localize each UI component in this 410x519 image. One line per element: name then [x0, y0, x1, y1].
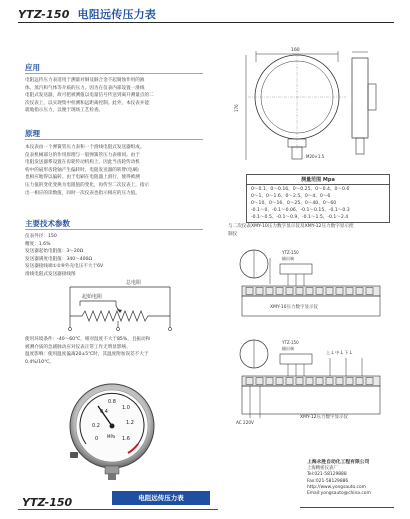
application-text: 电阻远传压力表适用于测量对铜及铜合金不起腐蚀作用的液 体、蒸汽和气体等介质的压力。因为在仪表内部设置一滑线 电阻式发送器，故可把被测值以电量信号传送到离开测量点的二 次仪表上，以实现集中检测和远距离控制。此外，本仪表并能 就地指示压力，以便于现场工艺检查。: [25, 78, 154, 114]
device2-output: 输出端: [282, 346, 294, 351]
section-divider: [25, 139, 203, 140]
specs-text: 仪表外径：150 精度：1.6% 发送器起始电阻值：3～20Ω 发送器满度电阻值：340～400Ω 发送器接线端①②⑨外壳电压不大于6V 滑线电阻式发送器接线图: [25, 234, 104, 277]
wiring-diagram: [60, 276, 180, 332]
header-title: 电阻远传压力表: [77, 8, 157, 21]
range-table-title: 测量范围 Mpa: [247, 175, 389, 185]
range-row: -0.1～0、-0.1～0.06、-0.1～0.15、-0.1～0.3: [251, 208, 350, 213]
range-table: [246, 174, 390, 223]
device2-model: YTZ-150: [282, 340, 299, 345]
dimension-drawing: [228, 42, 396, 162]
dim-thread: M20×1.5: [306, 154, 325, 159]
start-resistance-label: 起始电阻: [82, 294, 103, 300]
footer-model: YTZ-150: [22, 496, 73, 509]
principle-text: 本仪表由一个弹簧管压力表和一个滑线电阻式发送器组成。 仪表机械部分的作用原理与一般弹簧管压力表相同。由于 电阻发送器系设置在齿轮传动机构上，因此当齿轮传动机 构中的扇形齿轮轴产生偏转时，电阻发送器的转臂(电刷) 也相应地得以偏转。由于电刷在电阻器上滑行，使得被测 压力值的变化变换为电阻值的变化，再传至二次仪表上，指示 出一相应的读数值，同时一次仪表也指示相应的压力值。: [25, 145, 150, 196]
gauge-tick-label: 0.2: [92, 423, 100, 429]
meter2-label: XMY-12压力数字显示仪: [300, 415, 349, 420]
company-divider: [300, 507, 394, 508]
relay-labels: 上.L 中.L 下.L: [326, 350, 353, 355]
gauge-tick-label: 1.2: [126, 420, 134, 426]
range-row: 0～10、0～16、0～25、0～40、0～60: [251, 201, 337, 206]
section-principle-heading: 原理: [25, 129, 40, 138]
power-label: AC 220V: [236, 420, 254, 425]
range-row: 0～1、0～1.6、0～2.5、0～4、0～6: [251, 194, 331, 199]
section-application-heading: 应用: [25, 63, 40, 72]
gauge-tick-label: 1.0: [122, 405, 130, 411]
header-divider: [18, 22, 394, 23]
footer-divider: [18, 509, 218, 510]
section-divider: [25, 229, 203, 230]
section-divider: [25, 73, 203, 74]
device1-model: YTZ-150: [282, 250, 299, 255]
total-resistance-label: 总电阻: [126, 280, 142, 286]
gauge-unit: MPa: [107, 434, 116, 439]
company-info: 上海永胜自动化工程有限公司 上海精密仪表厂 Tel:021-58129888 Fax:021-58129886 http://www.yongsauto.com Email:yongsauto@china.com: [307, 460, 371, 497]
page-title: [18, 6, 156, 22]
range-row: -0.1～0.5、-0.1～0.9、-0.1～1.5、-0.1～2.4: [251, 215, 349, 220]
device1-output: 输出端: [282, 256, 294, 261]
dim-diameter: 160: [291, 48, 300, 53]
meter1-label: XMY-10压力数字显示仪: [270, 305, 319, 310]
range-row: 0～0.1、0～0.16、0～0.25、0～0.4、0～0.6: [251, 187, 350, 192]
gauge-tick-label: 0.8: [108, 399, 116, 405]
dim-height: 176: [234, 104, 239, 112]
connection-diagram-xmy10: [230, 240, 398, 320]
footer-title-bar: 电阻远传压力表: [112, 491, 210, 505]
gauge-image: [62, 382, 162, 480]
gauge-tick-label: 1.6: [122, 436, 130, 442]
header-model: YTZ-150: [18, 8, 70, 21]
section-specs-heading: 主要技术参数: [25, 219, 70, 228]
gauge-tick-label: 0: [95, 436, 99, 442]
environment-text: 使用环境条件：-40～60℃，相对湿度不大于85%，且振动和 被测介质的急剧脉动应对仪表正常工作无明显影响。 温度影响：使用温度偏离20±5℃时，其温度附加误差不大于 0.4%/10℃。: [25, 337, 151, 365]
connection-caption: 与二次仪表XMY-10压力数字显示仪及XMY-12压力数字显示控 制仪: [228, 224, 354, 237]
gauge-tick-label: 0.4: [100, 409, 108, 415]
connection-diagram-xmy12: [230, 334, 398, 434]
